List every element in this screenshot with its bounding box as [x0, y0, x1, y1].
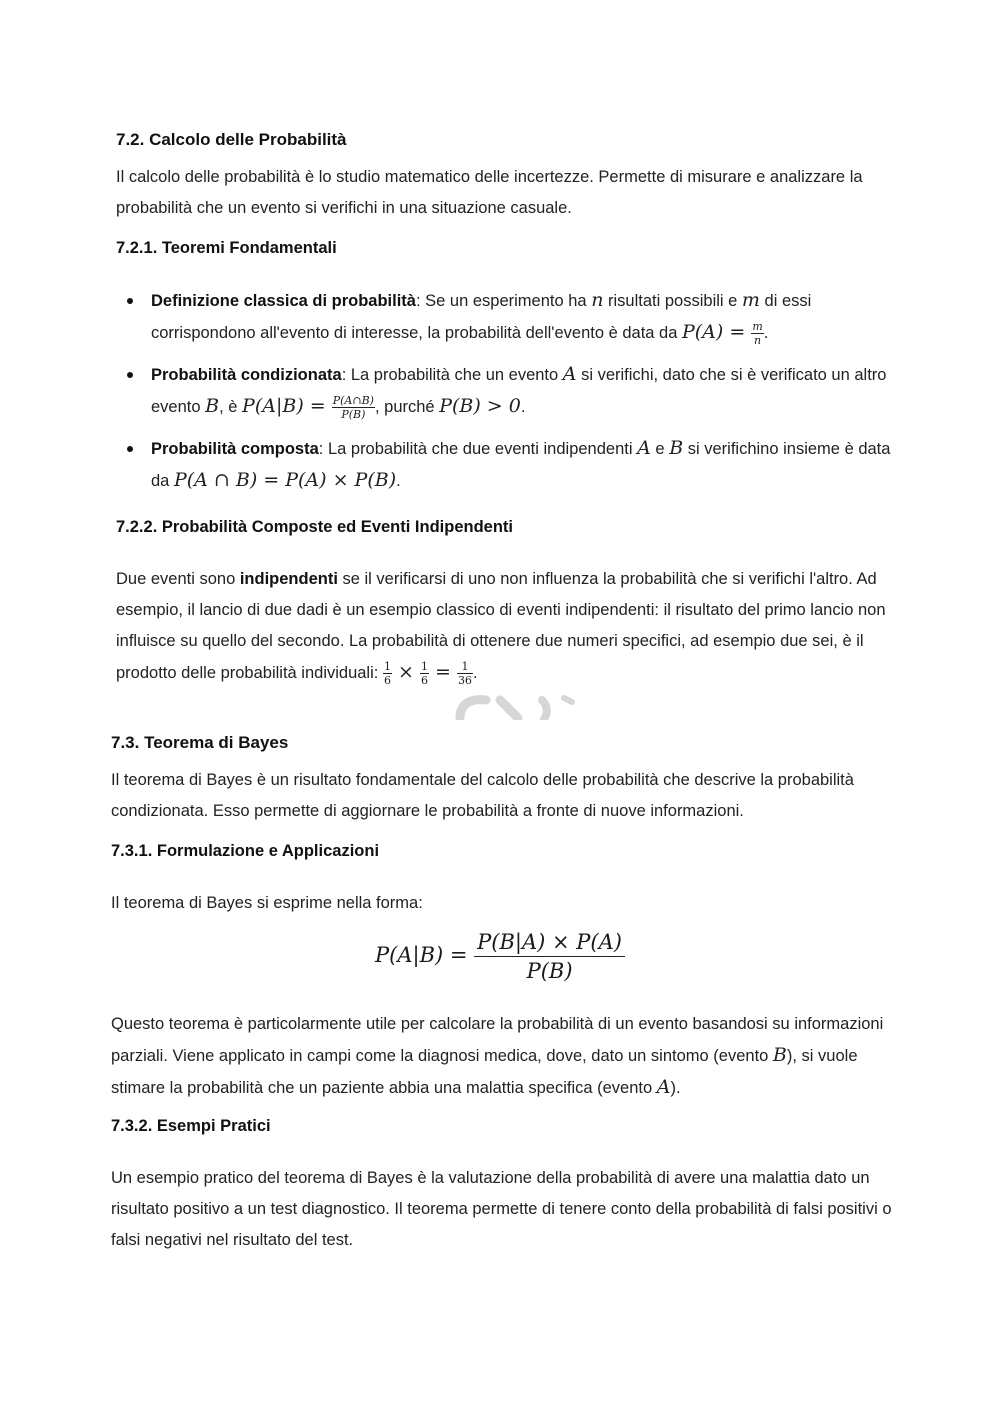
item-text: : La probabilità che un evento [341, 366, 563, 384]
watermark-logo [452, 692, 582, 720]
bayes-lead: Il teorema di Bayes si esprime nella forma: [111, 894, 423, 912]
section-heading-7-3-1: 7.3.1. Formulazione e Applicazioni [111, 842, 380, 860]
item-text: si verifichi, dato che si è verificato un altro evento [151, 366, 887, 416]
list-item-classical-definition [116, 285, 901, 349]
math-var: A [562, 363, 577, 385]
section-heading-7-3-2: 7.3.2. Esempi Pratici [111, 1117, 271, 1135]
math-formula: P(A|B) = [242, 395, 332, 417]
section-heading-7-3: 7.3. Teorema di Bayes [111, 733, 289, 752]
paragraph-text: Questo teorema è particolarmente utile per calcolare la probabilità di un evento basandosi su informazioni parziali. Viene applicato in campi come la diagnosi medica, dove, dato un sintomo (evento [111, 1015, 884, 1065]
math-fraction [332, 395, 375, 420]
fraction-numerator: P(A∩B) [332, 394, 374, 408]
paragraph-text: Due eventi sono [116, 570, 240, 588]
item-text: , purché [374, 398, 440, 416]
formula-denominator: P(B) [526, 959, 573, 983]
fraction-denominator: 6 [420, 674, 428, 688]
fraction-denominator: n [754, 334, 762, 348]
math-formula: P(B) > 0 [439, 395, 521, 417]
fraction-numerator: m [752, 320, 763, 334]
paragraph-text: . [472, 664, 478, 682]
math-operator: = [428, 661, 457, 683]
term-compound-probability: Probabilità composta [151, 440, 319, 458]
fraction-numerator: 1 [383, 660, 391, 674]
item-text: : Se un esperimento ha [415, 292, 592, 310]
item-text: : La probabilità che due eventi indipendenti [318, 440, 638, 458]
list-item-conditional-probability [116, 359, 901, 423]
item-text: . [763, 324, 769, 342]
term-classical-definition: Definizione classica di probabilità [151, 292, 416, 310]
item-text: e [650, 440, 670, 458]
fraction-numerator: 1 [420, 660, 428, 674]
math-fraction [751, 321, 763, 346]
bold-term: indipendenti [239, 570, 338, 588]
item-text: risultati possibili e [603, 292, 742, 310]
item-text: . [396, 472, 401, 490]
section-heading-7-2: 7.2. Calcolo delle Probabilità [116, 130, 347, 149]
formula-numerator: P(B|A) × P(A) [474, 930, 625, 957]
math-fraction [420, 661, 429, 686]
section-7-3-1-text [111, 1009, 901, 1104]
section-7-2-intro: Il calcolo delle probabilità è lo studio matematico delle incertezze. Permette di misurare e analizzare la probabilità che un evento si verifichi in una situazione casuale. [116, 168, 863, 217]
section-7-3-2-text: Un esempio pratico del teorema di Bayes è la valutazione della probabilità di avere una malattia dato un risultato positivo a un test diagnostico. Il teorema permette di tenere conto della probabilità di falsi positivi o falsi negativi nel risultato del test. [111, 1169, 892, 1249]
paragraph-text: ). [670, 1079, 681, 1097]
bayes-formula [0, 930, 1000, 983]
fraction-denominator: P(B) [341, 408, 366, 422]
item-text: . [520, 398, 526, 416]
math-formula: P(A) = [681, 321, 752, 343]
term-conditional-probability: Probabilità condizionata [151, 366, 342, 384]
section-heading-7-2-1: 7.2.1. Teoremi Fondamentali [116, 239, 337, 257]
formula-lhs: P(A|B) = [375, 943, 475, 967]
fraction-numerator: 1 [457, 661, 473, 674]
math-fraction [457, 661, 473, 686]
section-7-3-intro: Il teorema di Bayes è un risultato fondamentale del calcolo delle probabilità che descrive la probabilità condizionata. Esso permette di aggiornare le probabilità a fronte di nuove informazioni. [111, 771, 854, 820]
math-fraction [383, 661, 392, 686]
fraction-denominator: 6 [383, 674, 391, 688]
formula-fraction [474, 930, 625, 983]
math-var: n [591, 289, 604, 311]
theorems-list [116, 285, 901, 507]
paragraph-text: ), si vuole stimare la probabilità che un paziente abbia una malattia specifica (evento [111, 1047, 858, 1097]
section-heading-7-2-2: 7.2.2. Probabilità Composte ed Eventi Indipendenti [116, 518, 513, 536]
item-text: di essi corrispondono all'evento di interesse, la probabilità dell'evento è data da [151, 292, 812, 342]
math-var: B [669, 437, 684, 459]
section-7-2-2-text [116, 564, 906, 689]
list-item-compound-probability [116, 433, 901, 497]
math-var: m [741, 289, 760, 311]
math-var: A [656, 1076, 671, 1098]
math-var: B [772, 1044, 787, 1066]
math-formula: P(A ∩ B) = P(A) × P(B) [173, 469, 397, 491]
math-var: B [205, 395, 220, 417]
fraction-denominator: 36 [457, 674, 472, 688]
item-text: si verifichino insieme è data da [151, 440, 891, 490]
math-operator: × [391, 661, 420, 683]
math-var: A [637, 437, 651, 459]
item-text: , è [219, 398, 243, 416]
paragraph-text: se il verificarsi di uno non influenza la probabilità che si verifichi l'altro. Ad esempio, il lancio di due dadi è un esempio classico di eventi indipendenti: il risultato del primo lancio non influisce su quello del secondo. La probabilità di ottenere due numeri specifici, ad esempio due sei, è il prodotto delle probabilità individuali: [116, 570, 886, 682]
